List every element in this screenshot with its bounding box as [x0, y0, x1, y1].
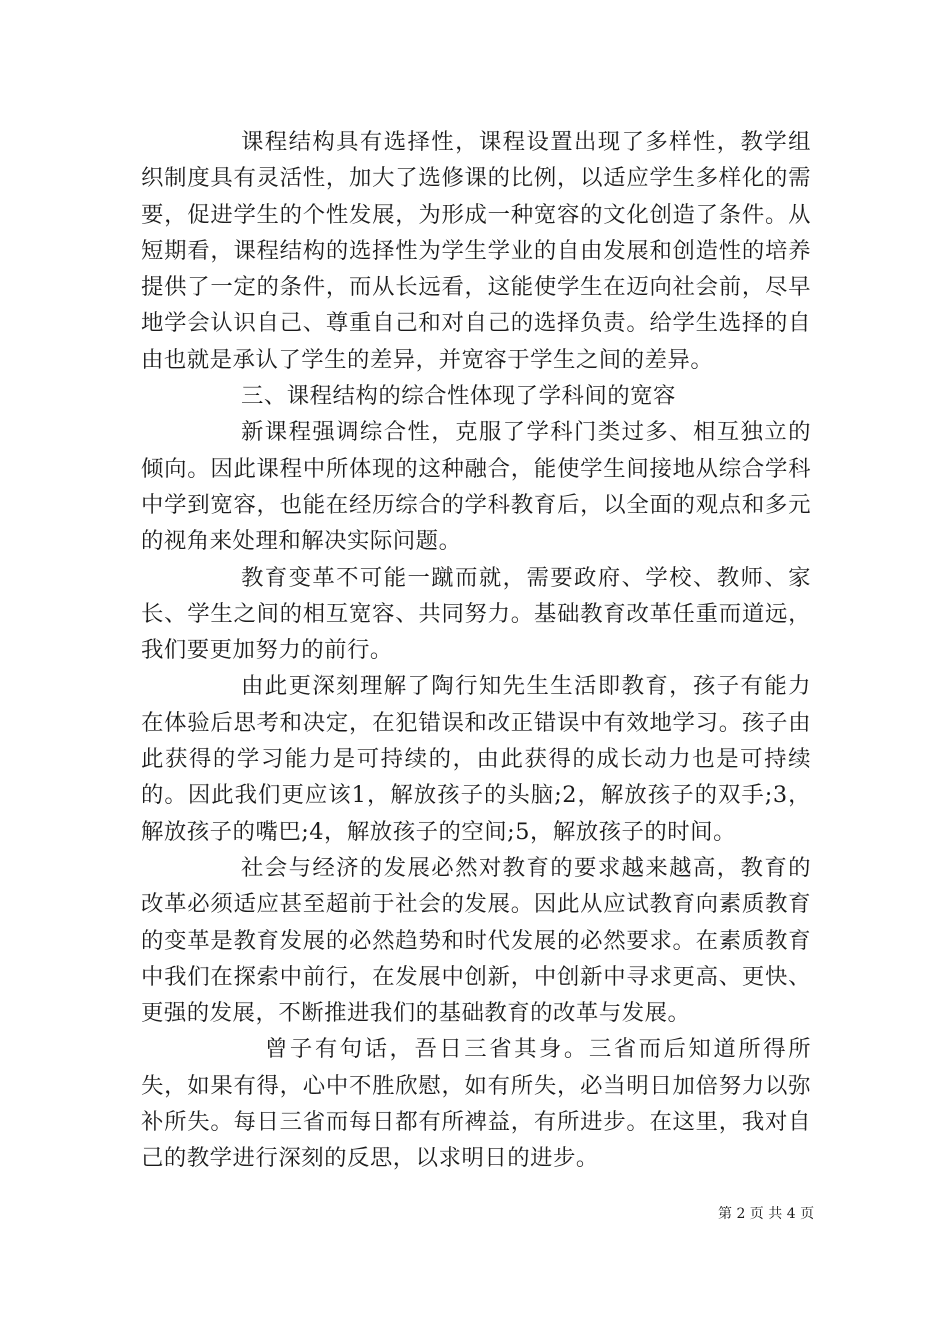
page-number-footer: 第 2 页 共 4 页 [718, 1206, 815, 1222]
paragraph-reflection: 曾子有句话，吾日三省其身。三省而后知道所得所失，如果有得，心中不胜欣慰，如有所失，必当明日加倍努力以弥补所失。每日三省而每日都有所裨益，有所进步。在这里，我对自己的教学进行深刻的反思，以求明日的进步。 [141, 1036, 811, 1172]
paragraph-course-selectivity: 课程结构具有选择性，课程设置出现了多样性，教学组织制度具有灵活性，加大了选修课的比例，以适应学生多样化的需要，促进学生的个性发展，为形成一种宽容的文化创造了条件。从短期看，课程结构的选择性为学生学业的自由发展和创造性的培养提供了一定的条件，而从长远看，这能使学生在迈向社会前，尽早地学会认识自己、尊重自己和对自己的选择负责。给学生选择的自由也就是承认了学生的差异，并宽容于学生之间的差异。 [141, 129, 811, 373]
paragraph-education-reform: 教育变革不可能一蹴而就，需要政府、学校、教师、家长、学生之间的相互宽容、共同努力。基础教育改革任重而道远，我们要更加努力的前行。 [141, 564, 811, 664]
document-body [141, 124, 811, 1177]
paragraph-quality-education: 社会与经济的发展必然对教育的要求越来越高，教育的改革必须适应甚至超前于社会的发展。因此从应试教育向素质教育的变革是教育发展的必然趋势和时代发展的必然要求。在素质教育中我们在探索中前行，在发展中创新，中创新中寻求更高、更快、更强的发展，不断推进我们的基础教育的改革与发展。 [141, 854, 811, 1027]
paragraph-tao-xingzhi: 由此更深刻理解了陶行知先生生活即教育，孩子有能力在体验后思考和决定，在犯错误和改正错误中有效地学习。孩子由此获得的学习能力是可持续的，由此获得的成长动力也是可持续的。因此我们更应该1，解放孩子的头脑;2，解放孩子的双手;3，解放孩子的嘴巴;4，解放孩子的空间;5，解放孩子的时间。 [141, 673, 811, 845]
paragraph-comprehensiveness: 新课程强调综合性，克服了学科门类过多、相互独立的倾向。因此课程中所体现的这种融合，能使学生间接地从综合学科中学到宽容，也能在经历综合的学科教育后，以全面的观点和多元的视角来处理和解决实际问题。 [141, 419, 811, 555]
section-heading-three: 三、课程结构的综合性体现了学科间的宽容 [241, 383, 676, 410]
